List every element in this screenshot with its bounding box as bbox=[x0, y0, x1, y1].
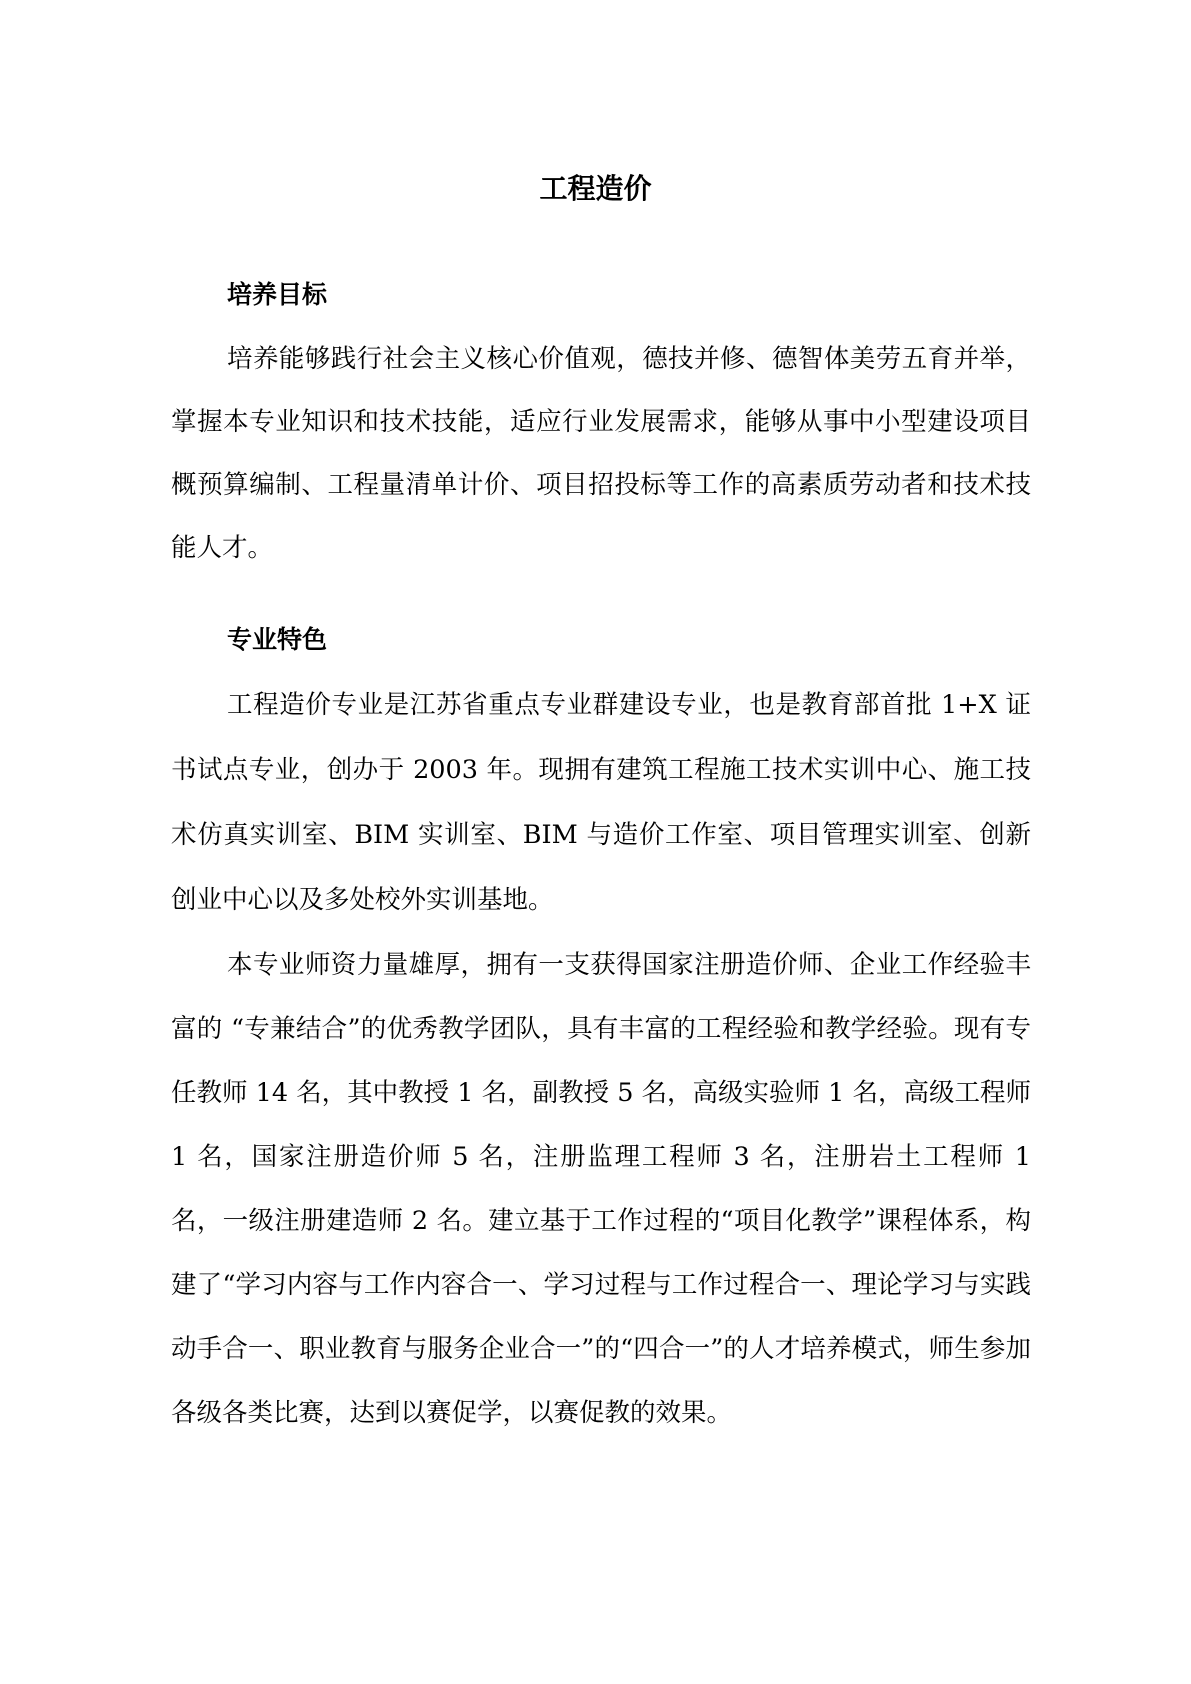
paragraph-major-features-1: 工程造价专业是江苏省重点专业群建设专业，也是教育部首批 1+X 证书试点专业，创办于 2003 年。现拥有建筑工程施工技术实训中心、施工技术仿真实训室、BIM 实训室、BIM 与造价工作室、项目管理实训室、创新创业中心以及多处校外实训基地。 bbox=[171, 690, 1031, 915]
page-title: 工程造价 bbox=[539, 171, 652, 205]
section-heading-training-goal: 培养目标 bbox=[227, 280, 328, 309]
paragraph-training-goal: 培养能够践行社会主义核心价值观，德技并修、德智体美劳五育并举，掌握本专业知识和技术技能，适应行业发展需求，能够从事中小型建设项目概预算编制、工程量清单计价、项目招投标等工作的高素质劳动者和技术技能人才。 bbox=[171, 344, 1031, 563]
paragraph-major-features-2: 本专业师资力量雄厚，拥有一支获得国家注册造价师、企业工作经验丰富的 “专兼结合”的优秀教学团队，具有丰富的工程经验和教学经验。现有专任教师 14 名，其中教授 1 名，副教授 5 名，高级实验师 1 名，高级工程师 1 名，国家注册造价师 5 名，注册监理工程师 3 名，注册岩土工程师 1 名，一级注册建造师 2 名。建立基于工作过程的“项目化教学”课程体系，构建了“学习内容与工作内容合一、学习过程与工作过程合一、理论学习与实践动手合一、职业教育与服务企业合一”的“四合一”的人才培养模式，师生参加各级各类比赛，达到以赛促学，以赛促教的效果。 bbox=[171, 950, 1031, 1428]
section-heading-major-features: 专业特色 bbox=[227, 625, 328, 654]
